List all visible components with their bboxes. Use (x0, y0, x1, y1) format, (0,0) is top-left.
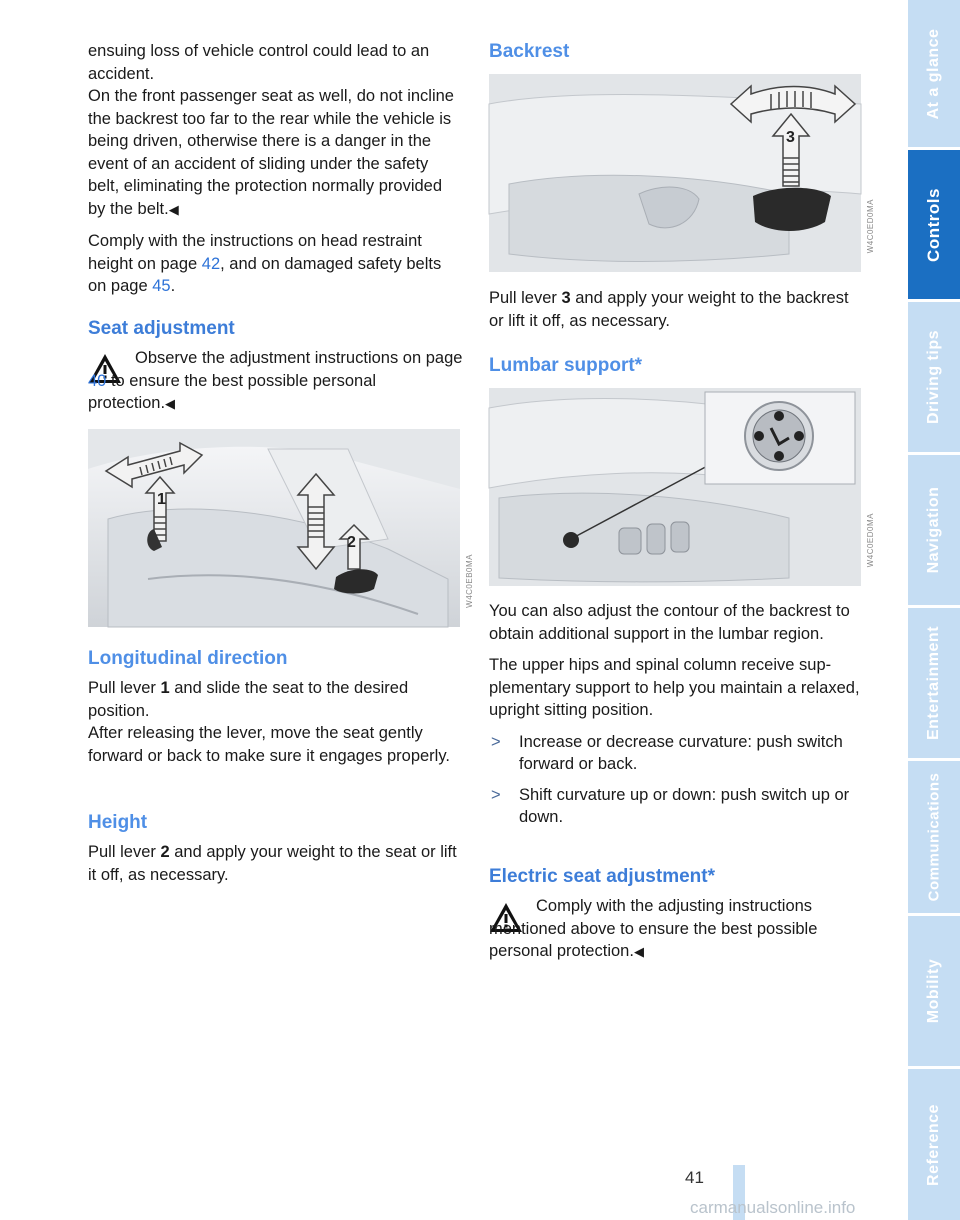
comply-text-c: . (170, 277, 176, 295)
lumbar-p2: The upper hips and spinal column receive supplementary support to help you maintain a relaxed, upright sitting position. (489, 656, 860, 719)
backrest-figure (489, 74, 875, 272)
bullet-mark-icon: > (491, 785, 501, 804)
tab-reference[interactable] (908, 1069, 960, 1220)
end-mark-icon: ◀ (633, 944, 644, 959)
tab-label: Driving tips (925, 329, 942, 425)
lumbar-switch-icon (745, 402, 813, 470)
longitudinal-p1-b: and slide the seat to the desired position. (88, 679, 409, 720)
end-mark-icon: ◀ (165, 396, 176, 411)
height-lever-number: 2 (160, 843, 170, 861)
tab-label: Reference (925, 1103, 942, 1186)
comply-text-b: , and on damaged safety belts on page (88, 254, 442, 295)
longitudinal-text (88, 677, 463, 776)
electric-warning-text (489, 895, 861, 973)
backrest-illustration (489, 74, 861, 272)
backrest-paragraph (489, 287, 861, 332)
seat-warning-paragraph (88, 347, 463, 416)
heading-height: Height (88, 812, 148, 833)
tab-label: Communications (925, 772, 943, 902)
longitudinal-p1 (88, 677, 463, 722)
longitudinal-lever-number: 1 (160, 679, 170, 697)
label-lever-2: 2 (347, 534, 356, 551)
backrest-p-b: and apply your weight to the backrest or lift it off, as necessary. (489, 289, 849, 330)
backrest-lever-number: 3 (561, 289, 571, 307)
end-mark-icon: ◀ (168, 201, 179, 217)
tab-mobility[interactable] (908, 916, 960, 1069)
lumbar-p1: You can also adjust the contour of the backrest to obtain additional support in the lumbar region. (489, 602, 850, 643)
tab-entertainment[interactable] (908, 608, 960, 761)
electric-warning-paragraph (489, 895, 861, 964)
bullet-mark-icon: > (491, 732, 501, 751)
tab-label: Navigation (925, 486, 942, 574)
bullet-text: Shift curvature up or down: push switch up or down. (519, 785, 850, 826)
electric-warning-body: Comply with the adjusting instructions mentioned above to ensure the best possible personal protection. (489, 897, 818, 960)
height-p-a: Pull lever (88, 843, 161, 861)
heading-backrest: Backrest (489, 41, 570, 62)
tab-label: Entertainment (925, 625, 942, 741)
height-text (88, 841, 463, 895)
longitudinal-p1-a: Pull lever (88, 679, 161, 697)
page-link-40[interactable]: 40 (88, 371, 107, 390)
tab-label: Mobility (925, 958, 942, 1024)
bullet-text: Increase or decrease curvature: push switch forward or back. (519, 732, 843, 773)
heading-lumbar: Lumbar support* (489, 355, 643, 376)
seat-illustration (88, 429, 460, 627)
left-column (88, 40, 463, 307)
heading-electric-seat: Electric seat adjustment* (489, 866, 715, 887)
paragraph-comply (88, 230, 463, 298)
height-p-b: and apply your weight to the seat or lift it off, as necessary. (88, 843, 457, 884)
lumbar-figure (489, 388, 875, 586)
longitudinal-p2: After releasing the lever, move the seat gently forward or back to make sure it engages properly. (88, 724, 450, 765)
tab-at-a-glance[interactable] (908, 0, 960, 150)
label-lever-1: 1 (157, 491, 166, 508)
heading-longitudinal: Longitudinal direction (88, 648, 288, 669)
paragraph-passenger-seat-text: On the front passenger seat as well, do not incline the backrest too far to the rear while the vehicle is being driven, otherwise there is a danger in the event of an accident of sliding under the safety belt, eliminating the protection normally provided by the belt. (88, 87, 454, 218)
watermark: carmanualsonline.info (690, 1198, 856, 1217)
lumbar-text (489, 600, 861, 835)
backrest-text (489, 287, 861, 341)
heading-seat-adjustment: Seat adjustment (88, 318, 235, 339)
list-item (489, 731, 861, 776)
figure-code: W4C0EB0MA (465, 554, 474, 608)
paragraph-passenger-seat (88, 85, 463, 221)
comply-text-a: Comply with the instructions on head restraint height on page (88, 232, 422, 273)
tab-label: Controls (924, 187, 943, 262)
tab-controls[interactable] (908, 150, 960, 302)
list-item (489, 784, 861, 829)
tab-driving-tips[interactable] (908, 302, 960, 455)
tab-label: At a glance (925, 28, 942, 119)
paragraph-accident: ensuing loss of vehicle control could lead to an accident. (88, 42, 430, 83)
seat-warning-text-b: to ensure the best possible personal protection. (88, 371, 377, 412)
label-lever-3: 3 (786, 129, 795, 146)
lumbar-illustration (489, 388, 861, 586)
chapter-sidebar (908, 0, 960, 1220)
figure-code: W4C0ED0MA (866, 199, 875, 254)
figure-code: W4C0ED0MA (866, 513, 875, 568)
tab-communications[interactable] (908, 761, 960, 916)
page-link-42[interactable]: 42 (201, 254, 221, 273)
backrest-p-a: Pull lever (489, 289, 562, 307)
seat-warning-text-a: Observe the adjustment instructions on page (135, 349, 463, 367)
tab-navigation[interactable] (908, 455, 960, 608)
page-number: 41 (685, 1168, 704, 1187)
seat-warning-text (88, 347, 463, 425)
page-link-45[interactable]: 45 (152, 277, 171, 295)
seat-adjustment-figure (88, 429, 474, 627)
height-paragraph (88, 841, 463, 886)
